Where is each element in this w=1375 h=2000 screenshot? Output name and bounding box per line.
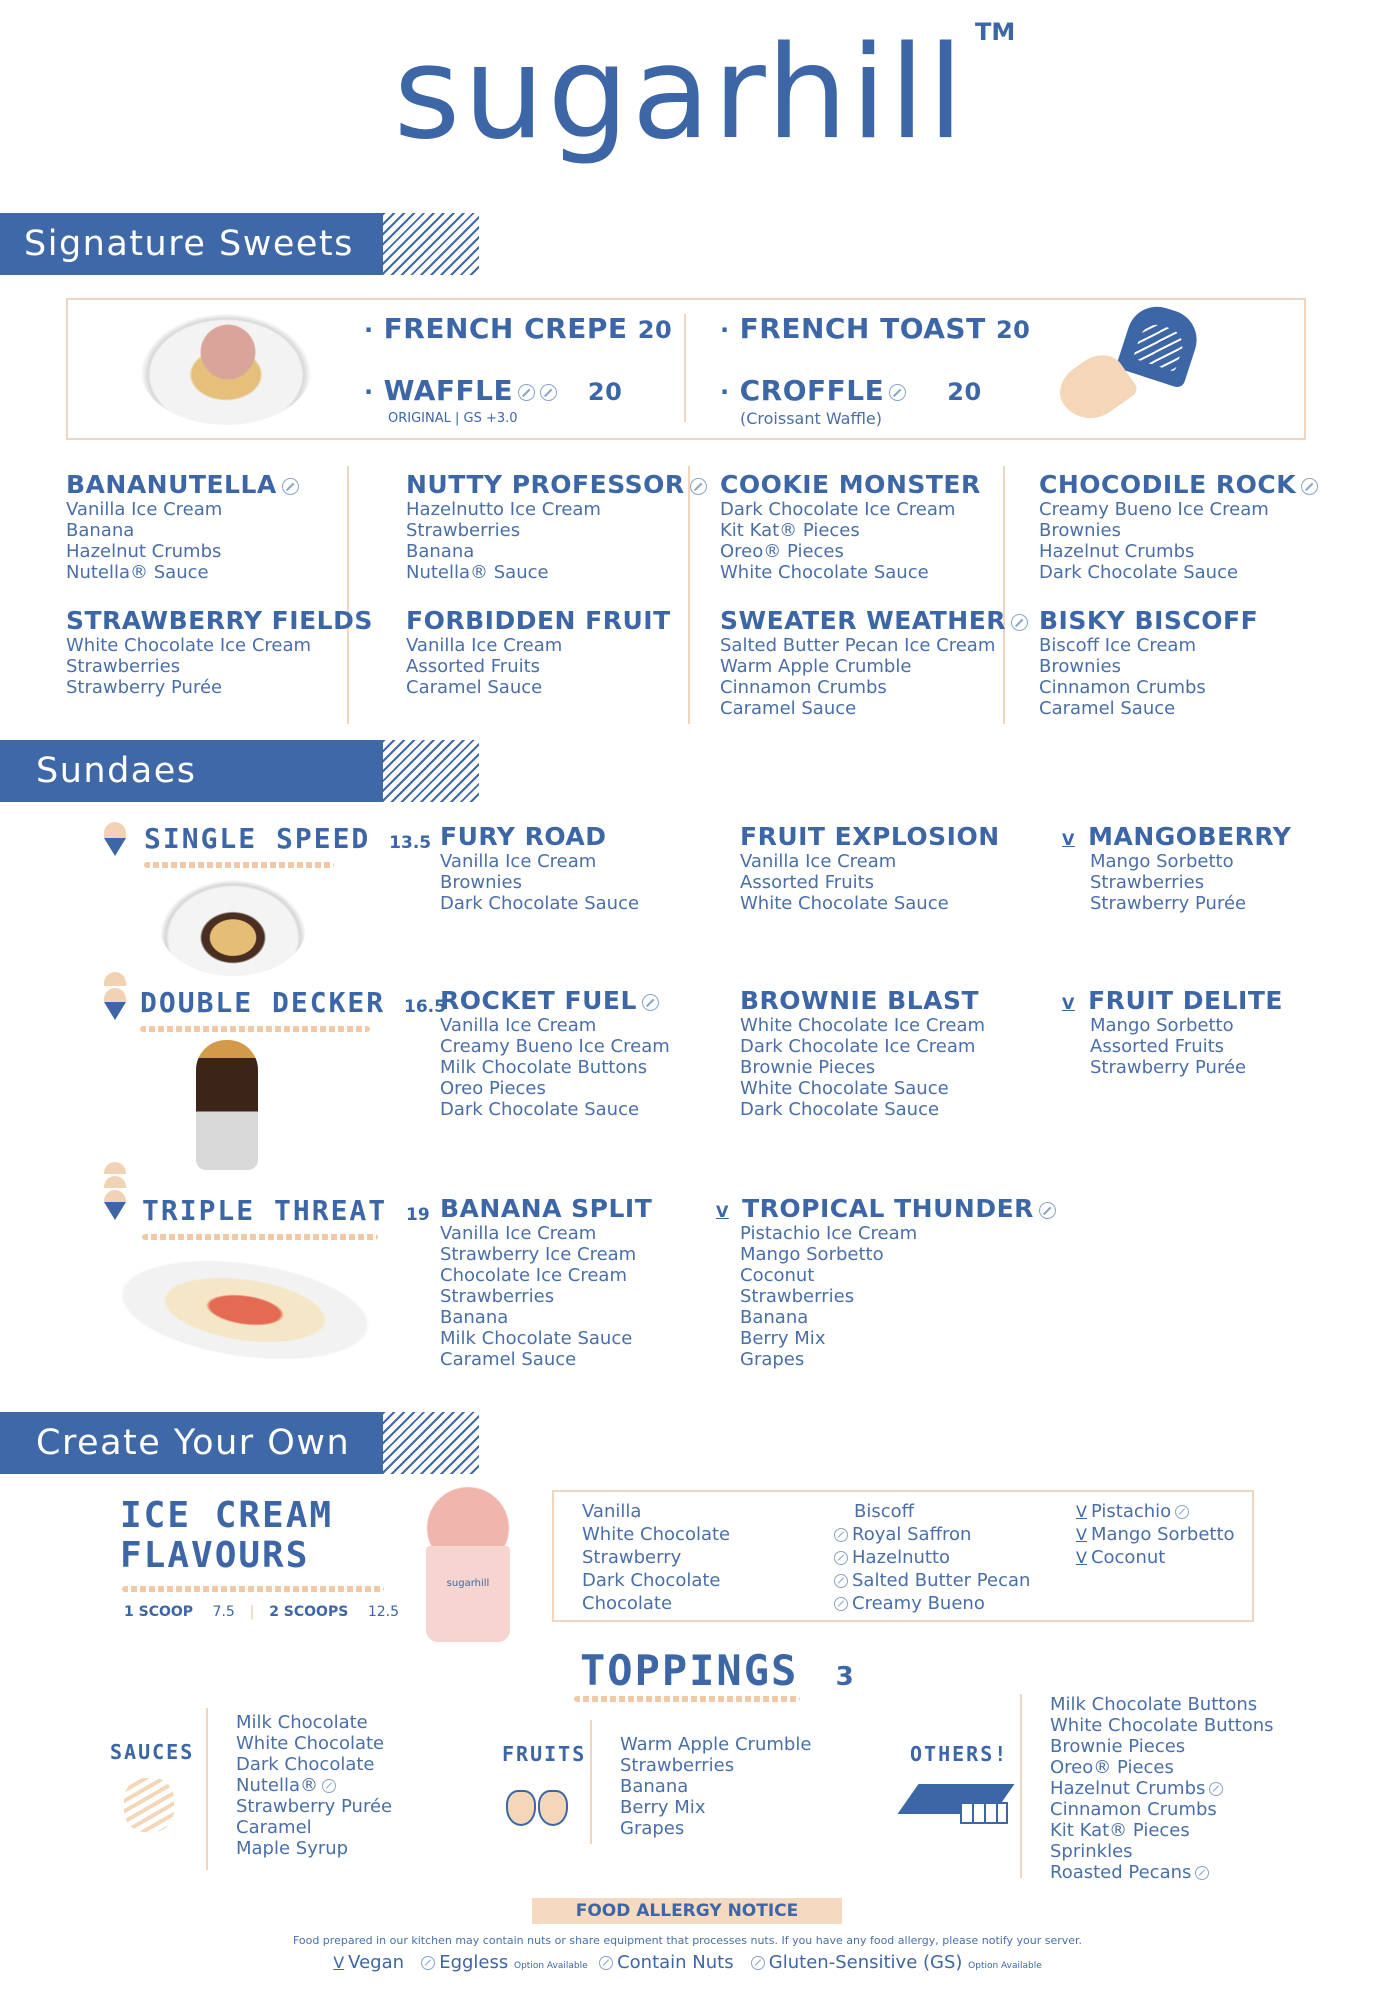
- vegan-legend-mark: V: [333, 1953, 345, 1972]
- item-mangoberry: V MANGOBERRY Mango Sorbetto Strawberries Strawberry Purée: [1062, 822, 1292, 914]
- item-nutty-professor: NUTTY PROFESSOR Hazelnutto Ice Cream Strawberries Banana Nutella® Sauce: [406, 470, 707, 583]
- item-strawberry-fields: STRAWBERRY FIELDS White Chocolate Ice Cream Strawberries Strawberry Purée: [66, 606, 373, 698]
- wave-divider: [574, 1696, 800, 1702]
- sauces-list: Milk Chocolate White Chocolate Dark Chocolate Nutella® Strawberry Purée Caramel Maple Syrup: [236, 1712, 393, 1859]
- sauce-drizzle-icon: [124, 1778, 174, 1832]
- strawberry-icon: [538, 1790, 568, 1826]
- toppings-divider: [1020, 1694, 1022, 1878]
- wave-divider: [122, 1586, 384, 1592]
- single-speed: SINGLE SPEED 13.5: [144, 822, 432, 855]
- toppings-title: TOPPINGS 3: [580, 1646, 854, 1695]
- french-crepe: · FRENCH CREPE 20: [364, 312, 673, 345]
- item-bananutella: BANANUTELLA Vanilla Ice Cream Banana Hazelnut Crumbs Nutella® Sauce: [66, 470, 299, 583]
- item-banana-split: BANANA SPLIT Vanilla Ice Cream Strawberry Ice Cream Chocolate Ice Cream Strawberries Banana Milk Chocolate Sauce Caramel Sauce: [440, 1194, 653, 1370]
- croffle-note: (Croissant Waffle): [740, 409, 883, 428]
- item-fruit-explosion: FRUIT EXPLOSION Vanilla Ice Cream Assorted Fruits White Chocolate Sauce: [740, 822, 1000, 914]
- double-decker-image: [196, 1040, 258, 1170]
- double-scoop-icon: [104, 972, 128, 1024]
- waffle-note: ORIGINAL | GS +3.0: [388, 411, 518, 426]
- wave-divider: [140, 1026, 370, 1032]
- band-hatch-decoration: [383, 1412, 479, 1474]
- waffle: · WAFFLE 20: [364, 374, 623, 407]
- wave-divider: [144, 862, 334, 868]
- item-rocket-fuel: ROCKET FUEL Vanilla Ice Cream Creamy Bueno Ice Cream Milk Chocolate Buttons Oreo Pieces Dark Chocolate Sauce: [440, 986, 670, 1120]
- triple-threat: TRIPLE THREAT 19: [142, 1194, 430, 1227]
- others-list: Milk Chocolate Buttons White Chocolate Buttons Brownie Pieces Oreo® Pieces Hazelnut Crumbs Cinnamon Crumbs Kit Kat® Pieces Sprinkles Roasted Pecans: [1050, 1694, 1274, 1883]
- banana-split-image: [100, 1239, 390, 1381]
- toppings-divider: [590, 1720, 592, 1844]
- toppings-divider: [206, 1708, 208, 1870]
- double-decker: DOUBLE DECKER 16.5: [140, 986, 446, 1019]
- ice-cream-flavours-title: ICE CREAM FLAVOURS: [120, 1495, 334, 1576]
- fruits-label: FRUITS: [502, 1742, 587, 1766]
- wave-divider: [142, 1234, 378, 1240]
- fruits-list: Warm Apple Crumble Strawberries Banana Berry Mix Grapes: [620, 1734, 812, 1839]
- item-brownie-blast: BROWNIE BLAST White Chocolate Ice Cream Dark Chocolate Ice Cream Brownie Pieces White Chocolate Sauce Dark Chocolate Sauce: [740, 986, 986, 1120]
- item-fruit-delite: V FRUIT DELITE Mango Sorbetto Assorted Fruits Strawberry Purée: [1062, 986, 1283, 1078]
- allergy-notice-title: FOOD ALLERGY NOTICE: [532, 1898, 842, 1924]
- section-create-your-own: Create Your Own: [0, 1412, 383, 1474]
- chocolate-bar-icon-detail: [960, 1802, 1008, 1824]
- box-divider: [684, 314, 686, 422]
- single-speed-image: [160, 880, 306, 976]
- triple-scoop-icon: [104, 1162, 128, 1228]
- vegan-mark: V: [716, 1202, 729, 1221]
- french-toast: · FRENCH TOAST 20: [720, 312, 1031, 345]
- single-scoop-icon: [104, 822, 128, 858]
- brand-logo: sugarhill: [393, 19, 967, 168]
- sauces-label: SAUCES: [110, 1740, 195, 1764]
- band-hatch-decoration: [383, 213, 479, 275]
- flavours-col-2: Biscoff Royal Saffron Hazelnutto Salted Butter Pecan Creamy Bueno: [834, 1500, 1030, 1615]
- item-sweater-weather: SWEATER WEATHER Salted Butter Pecan Ice Cream Warm Apple Crumble Cinnamon Crumbs Caramel Sauce: [720, 606, 1028, 719]
- strawberry-icon: [506, 1790, 536, 1826]
- item-bisky-biscoff: BISKY BISCOFF Biscoff Ice Cream Brownies Cinnamon Crumbs Caramel Sauce: [1039, 606, 1259, 719]
- band-hatch-decoration: [383, 740, 479, 802]
- flavours-col-1: Vanilla White Chocolate Strawberry Dark Chocolate Chocolate: [582, 1501, 731, 1614]
- item-cookie-monster: COOKIE MONSTER Dark Chocolate Ice Cream Kit Kat® Pieces Oreo® Pieces White Chocolate Sauce: [720, 470, 981, 583]
- vegan-mark: V: [1062, 830, 1075, 849]
- croffle: · CROFFLE 20: [720, 374, 982, 407]
- flavours-col-3: V Pistachio V Mango Sorbetto V Coconut: [1076, 1501, 1235, 1568]
- trademark-mark: TM: [975, 18, 1016, 46]
- others-label: OTHERS!: [910, 1742, 1009, 1766]
- item-chocodile-rock: CHOCODILE ROCK Creamy Bueno Ice Cream Brownies Hazelnut Crumbs Dark Chocolate Sauce: [1039, 470, 1318, 583]
- section-signature-sweets: Signature Sweets: [0, 213, 383, 275]
- item-fury-road: FURY ROAD Vanilla Ice Cream Brownies Dark Chocolate Sauce: [440, 822, 640, 914]
- scoop-prices: 1 SCOOP 7.5 | 2 SCOOPS 12.5: [124, 1604, 399, 1620]
- item-forbidden-fruit: FORBIDDEN FRUIT Vanilla Ice Cream Assorted Fruits Caramel Sauce: [406, 606, 671, 698]
- item-tropical-thunder: V TROPICAL THUNDER Pistachio Ice Cream Mango Sorbetto Coconut Strawberries Banana Berry Mix Grapes: [716, 1194, 1056, 1370]
- legend: V Vegan Eggless Option Available Contain Nuts Gluten-Sensitive (GS) Option Available: [333, 1952, 1042, 1973]
- vegan-mark: V: [1062, 994, 1075, 1013]
- section-sundaes: Sundaes: [0, 740, 383, 802]
- ice-cream-scoop-image: [190, 322, 266, 382]
- allergy-notice-text: Food prepared in our kitchen may contain nuts or share equipment that processes nuts. If you have any food allergy, please notify your server.: [292, 1934, 1083, 1947]
- cup-image: sugarhill: [426, 1546, 510, 1642]
